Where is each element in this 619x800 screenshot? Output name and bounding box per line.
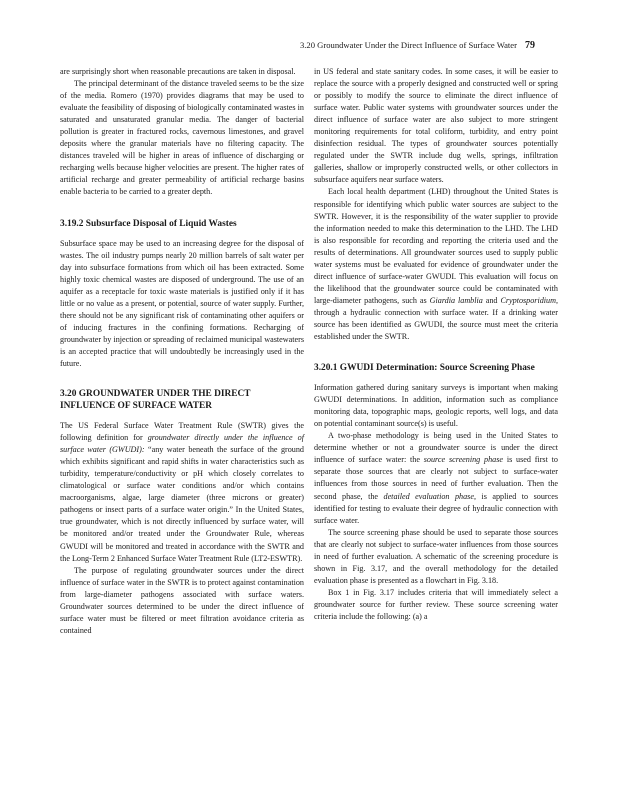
running-title: 3.20 Groundwater Under the Direct Influence of Surface Water	[299, 40, 517, 50]
gwudi-term: groundwater directly under the influence of surface water (GWUDI):	[60, 433, 304, 455]
paragraph: Subsurface space may be used to an increasing degree for the disposal of wastes. The oil industry pumps nearly 20 million barrels of salt water per day into subsurface formations from which oil has been extracted. Some highly toxic chemical wastes are disposed of underground. The use of an aquifer as a receptacle for toxic waste materials is justified only if it has little or no value as a present, or potential, source of water supply. Further, there should not be any significant risk of contaminating other aquifers or of inducing fractures in the confining formations. Recharging of groundwater by injection or spreading of reclaimed municipal wastewaters is an accepted practice that will undoubtedly be increasingly used in the future.	[60, 238, 304, 368]
paragraph: Box 1 in Fig. 3.17 includes criteria that will immediately select a groundwater source for further review. These source screening water criteria include the following: (a) a	[314, 587, 558, 621]
paragraph: The principal determinant of the distance traveled seems to be the size of the media. Romero (1970) provides diagrams that may be used to evaluate the feasibility of disposing of biologically contaminated wastes in saturated and unsaturated granular media. The danger of bacterial pollution is greater in fractured rocks, cavernous limestones, and gravel deposits where the granular materials have no filtering capacity. The distances traveled will be higher in areas of influence of discharging or recharging wells because higher velocities are present. The higher rates of artificial recharge and greater permeability of artificial recharge basins enable bacteria to be carried to a greater depth.	[60, 79, 304, 197]
species-name: Giardia lamblia	[429, 295, 483, 305]
species-name: Cryptosporidium	[500, 295, 556, 305]
phase-term: detailed evaluation phase	[383, 491, 474, 501]
section-heading-3-19-2: 3.19.2 Subsurface Disposal of Liquid Wastes	[60, 218, 237, 229]
paragraph: The purpose of regulating groundwater sources under the direct influence of surface water in the SWTR is to protect against contamination from large-diameter pathogens associated with surface waters. Groundwater sources determined to be under the direct influence of surface water must be filtered or meet filtration avoidance criteria as contained	[60, 565, 304, 635]
running-header	[300, 40, 535, 51]
paragraph: The US Federal Surface Water Treatment Rule (SWTR) gives the following definition for groundwater directly under the influence of surface water (GWUDI): “any water beneath the surface of the ground which exhibits significant and rapid shifts in water characteristics such as turbidity, temperature/conductivity or pH which closely correlates to climatological or surface water conditions and/or which contains macroorganisms, algae, large diameter (three microns or greater) pathogens or insect parts of a surface water origin.” In the United States, true groundwater, which is not directly influenced by surface water, will be monitored and/or treated under the Groundwater Rule, whereas GWUDI will be monitored and treated in accordance with the SWTR and the Long-Term 2 Enhanced Surface Water Treatment Rule (LT2-ESWTR).	[60, 421, 304, 563]
page-number: 79	[525, 40, 535, 51]
paragraph: The source screening phase should be used to separate those sources that are clearly not subject to surface-water influences from those sources in need of further evaluation. A schematic of the screening procedure is shown in Fig. 3.17, and the overall methodology for the detailed evaluation phase is presented as a flowchart in Fig. 3.18.	[314, 527, 558, 585]
paragraph: A two-phase methodology is being used in the United States to determine whether or not a groundwater source is under the direct influence of surface water: the source screening phase is used first to separate those sources that are clearly not subject to surface-water influences from those sources in need of further evaluation. Then the second phase, the detailed evaluation phase, is applied to sources identified for testing to evaluate their degree of hydraulic connection with surface water.	[314, 431, 558, 525]
right-column	[314, 66, 558, 623]
paragraph: Information gathered during sanitary surveys is important when making GWUDI determinations. In addition, information such as compliance monitoring data, topographic maps, geologic reports, well logs, and data on potential contaminant source(s) is useful.	[314, 383, 558, 429]
phase-term: source screening phase	[423, 455, 503, 465]
paragraph: Each local health department (LHD) throughout the United States is responsible for identifying which public water sources are subject to the SWTR. However, it is the responsibility of the water supplier to provide the information needed to make this determination to the LHD. The LHD is also responsible for recording and reporting the criteria used and the results of determinations. All groundwater sources used to supply public water systems must be evaluated for evidence of groundwater under the direct influence of surface-water GWUDI. This evaluation will focus on the likelihood that the groundwater source could be contaminated with large-diameter pathogens, such as Giardia lamblia and Cryptosporidium, through a hydraulic connection with surface water. If a drinking water source has been identified as GWUDI, the source must meet the criteria established under the SWTR.	[314, 187, 559, 342]
paragraph: in US federal and state sanitary codes. In some cases, it will be easier to replace the source with a properly designed and constructed well or spring or possibly to modify the source to eliminate the direct influence of surface water. Public water systems with groundwater sources under the direct influence of surface water are also subject to more stringent monitoring requirements for total coliform, turbidity, and entry point disinfection residual. The types of groundwater sources potentially regulated under the SWTR include dug wells, springs, infiltration galleries, shallow or improperly constructed wells, or other collectors in subsurface aquifers near surface waters.	[314, 67, 558, 185]
paragraph: are surprisingly short when reasonable precautions are taken in disposal.	[60, 67, 296, 76]
left-column	[60, 66, 304, 637]
section-heading-3-20-1: 3.20.1 GWUDI Determination: Source Screening Phase	[314, 363, 535, 374]
section-heading-3-20: 3.20 GROUNDWATER UNDER THE DIRECT INFLUENCE OF SURFACE WATER	[60, 389, 251, 411]
